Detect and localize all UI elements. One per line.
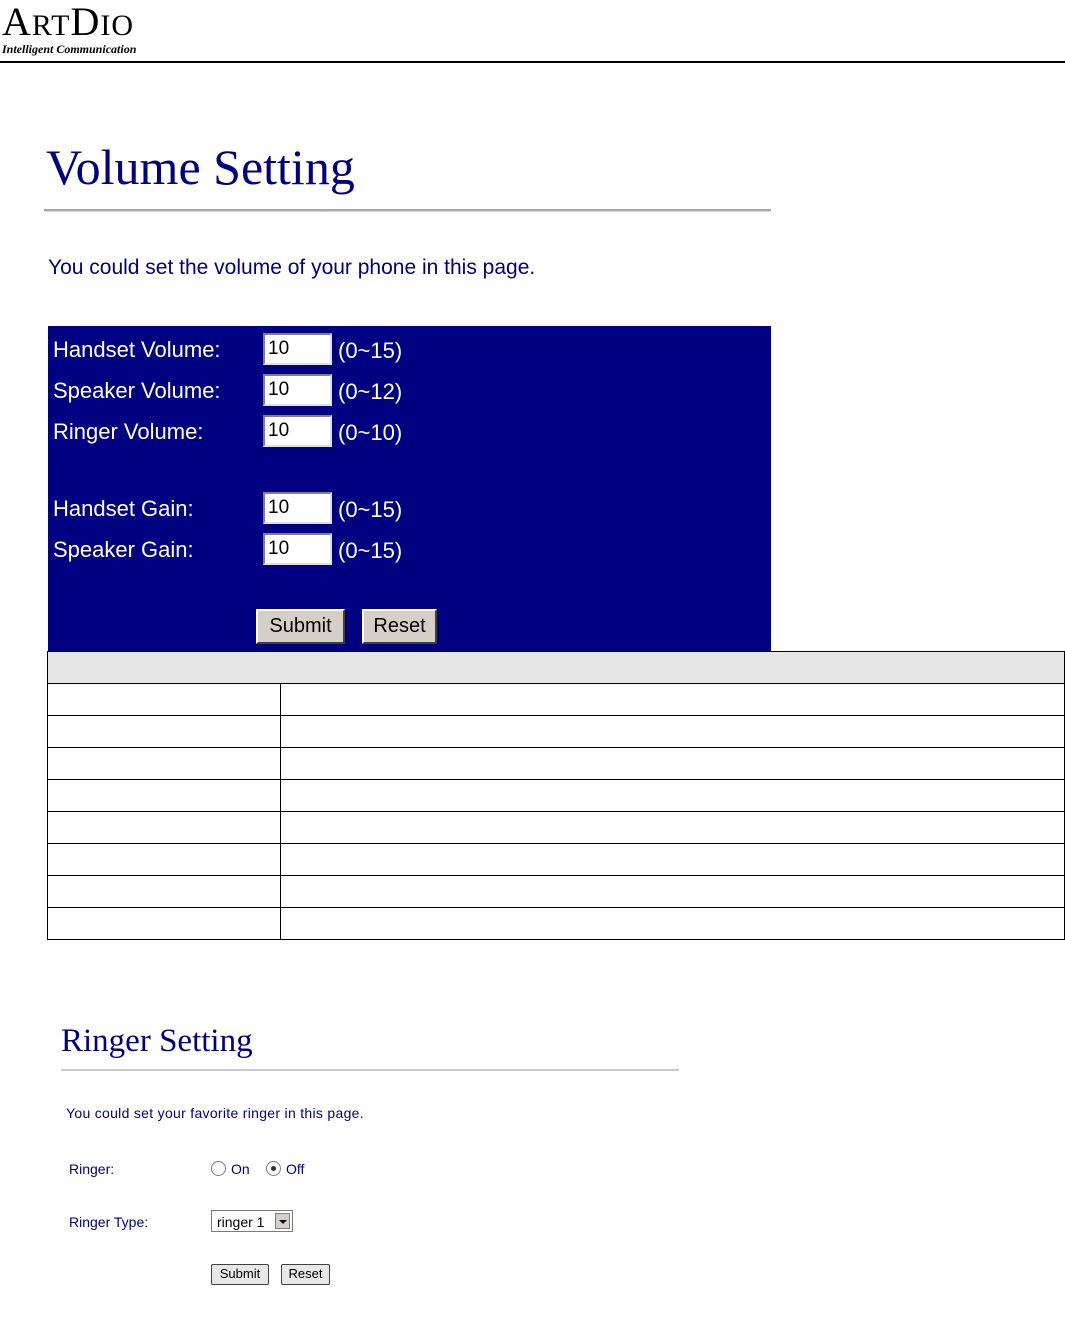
table-row [48, 812, 1065, 844]
ringer-on-radio[interactable] [211, 1161, 226, 1176]
speaker-gain-input[interactable] [263, 533, 332, 565]
table-row [48, 780, 1065, 812]
ringer-volume-range: (0~10) [338, 420, 403, 445]
table-cell [48, 812, 281, 844]
volume-description-table [47, 651, 1065, 940]
table-cell [281, 780, 1065, 812]
ringer-type-value: ringer 1 [217, 1214, 265, 1230]
ringer-reset-button[interactable]: Reset [281, 1264, 330, 1285]
ringer-volume-input[interactable] [263, 415, 332, 447]
table-cell [281, 716, 1065, 748]
table-cell [281, 908, 1065, 940]
table-row [48, 748, 1065, 780]
table-cell [48, 780, 281, 812]
table-cell [48, 748, 281, 780]
table-cell [48, 908, 281, 940]
table-cell [281, 876, 1065, 908]
artdio-logo [2, 2, 172, 58]
table-row [48, 716, 1065, 748]
speaker-volume-label: Speaker Volume: [53, 378, 221, 403]
logo-wordmark: ARTDIO [2, 0, 134, 44]
volume-title-divider [44, 209, 771, 212]
ringer-submit-button[interactable]: Submit [211, 1264, 269, 1285]
ringer-volume-row [48, 415, 771, 447]
handset-volume-row [48, 333, 771, 365]
table-cell [48, 684, 281, 716]
table-cell [281, 684, 1065, 716]
ringer-type-select[interactable] [211, 1210, 293, 1232]
table-cell [48, 716, 281, 748]
table-header-cell [48, 652, 1065, 684]
header-divider [0, 61, 1065, 63]
ringer-label: Ringer: [69, 1161, 115, 1177]
table-cell [281, 812, 1065, 844]
volume-setting-description: You could set the volume of your phone in this page. [48, 256, 536, 279]
handset-volume-label: Handset Volume: [53, 337, 221, 362]
handset-gain-row [48, 492, 771, 524]
speaker-volume-range: (0~12) [338, 379, 403, 404]
table-cell [48, 844, 281, 876]
handset-volume-range: (0~15) [338, 338, 403, 363]
ringer-off-label: Off [286, 1161, 305, 1177]
logo-tagline: Intelligent Communication [2, 42, 137, 56]
volume-submit-button[interactable]: Submit [256, 609, 345, 644]
table-cell [281, 844, 1065, 876]
chevron-down-icon[interactable] [275, 1213, 290, 1229]
radio-selected-dot [271, 1166, 276, 1171]
handset-gain-label: Handset Gain: [53, 496, 194, 521]
ringer-off-radio[interactable] [266, 1161, 281, 1176]
ringer-type-label: Ringer Type: [69, 1214, 149, 1230]
handset-gain-range: (0~15) [338, 497, 403, 522]
table-cell [48, 876, 281, 908]
table-row [48, 908, 1065, 940]
volume-setting-title: Volume Setting [46, 139, 355, 195]
table-row [48, 844, 1065, 876]
ringer-setting-description: You could set your favorite ringer in this page. [66, 1105, 364, 1121]
ringer-on-label: On [231, 1161, 250, 1177]
speaker-gain-row [48, 533, 771, 565]
speaker-gain-label: Speaker Gain: [53, 537, 194, 562]
speaker-volume-input[interactable] [263, 374, 332, 406]
table-cell [281, 748, 1065, 780]
handset-gain-input[interactable] [263, 492, 332, 524]
volume-reset-button[interactable]: Reset [362, 609, 437, 644]
handset-volume-input[interactable] [263, 333, 332, 365]
ringer-volume-label: Ringer Volume: [53, 419, 204, 444]
table-header-row [48, 652, 1065, 684]
volume-settings-panel [48, 326, 771, 652]
ringer-title-divider [61, 1069, 679, 1071]
speaker-gain-range: (0~15) [338, 538, 403, 563]
table-row [48, 876, 1065, 908]
ringer-setting-title: Ringer Setting [61, 1023, 253, 1059]
speaker-volume-row [48, 374, 771, 406]
table-row [48, 684, 1065, 716]
